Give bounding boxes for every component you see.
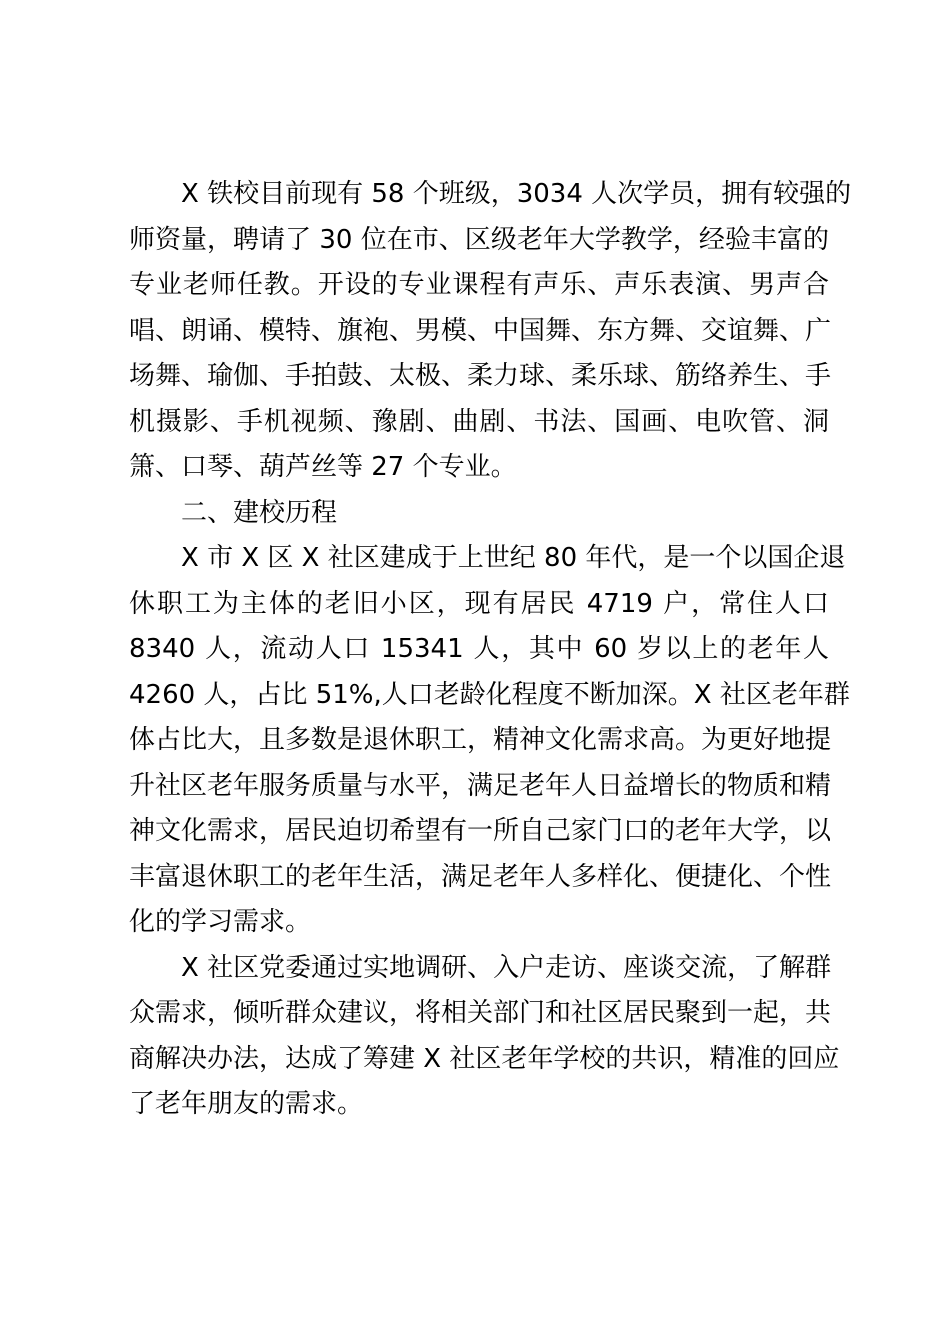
- text-line: 箫、口琴、葫芦丝等 27 个专业。: [129, 452, 517, 482]
- text-line: 师资量，聘请了 30 位在市、区级老年大学教学，经验丰富的: [129, 224, 829, 255]
- text-line: 众需求，倾听群众建议，将相关部门和社区居民聚到一起，共: [129, 998, 832, 1028]
- text-line: 机摄影、手机视频、豫剧、曲剧、书法、国画、电吹管、洞: [129, 406, 829, 437]
- heading-founding-history: 二、建校历程: [181, 497, 338, 528]
- text-line: 升社区老年服务质量与水平，满足老年人日益增长的物质和精: [129, 770, 832, 801]
- paragraph-community-background: [129, 536, 850, 946]
- text-line: 商解决办法，达成了筹建 X 社区老年学校的共识，精准的回应: [129, 1043, 840, 1074]
- text-line: 专业老师任教。开设的专业课程有声乐、声乐表演、男声合: [129, 270, 829, 300]
- text-line: 休职工为主体的老旧小区，现有居民 4719 户，常住人口: [129, 588, 829, 619]
- text-line: X 社区党委通过实地调研、入户走访、座谈交流，了解群: [181, 952, 832, 983]
- document-body: [129, 172, 852, 1128]
- text-line: 8340 人，流动人口 15341 人，其中 60 岁以上的老年人: [129, 634, 829, 664]
- text-line: 了老年朋友的需求。: [129, 1089, 364, 1119]
- text-line: 场舞、瑜伽、手拍鼓、太极、柔力球、柔乐球、筋络养生、手: [129, 361, 832, 391]
- section-heading: [129, 491, 829, 537]
- text-line: 体占比大，且多数是退休职工，精神文化需求高。为更好地提: [129, 725, 832, 755]
- paragraph-party-committee: [129, 946, 840, 1128]
- text-line: X 铁校目前现有 58 个班级，3034 人次学员，拥有较强的: [181, 179, 852, 209]
- paragraph-school-overview: [129, 172, 852, 491]
- text-line: 4260 人，占比 51%,人口老龄化程度不断加深。X 社区老年群: [129, 679, 850, 710]
- text-line: 化的学习需求。: [129, 907, 312, 937]
- text-line: 神文化需求，居民迫切希望有一所自己家门口的老年大学，以: [129, 816, 832, 846]
- text-line: 唱、朗诵、模特、旗袍、男模、中国舞、东方舞、交谊舞、广: [129, 315, 832, 346]
- text-line: 丰富退休职工的老年生活，满足老年人多样化、便捷化、个性: [129, 861, 832, 892]
- text-line: X 市 X 区 X 社区建成于上世纪 80 年代，是一个以国企退: [181, 543, 846, 573]
